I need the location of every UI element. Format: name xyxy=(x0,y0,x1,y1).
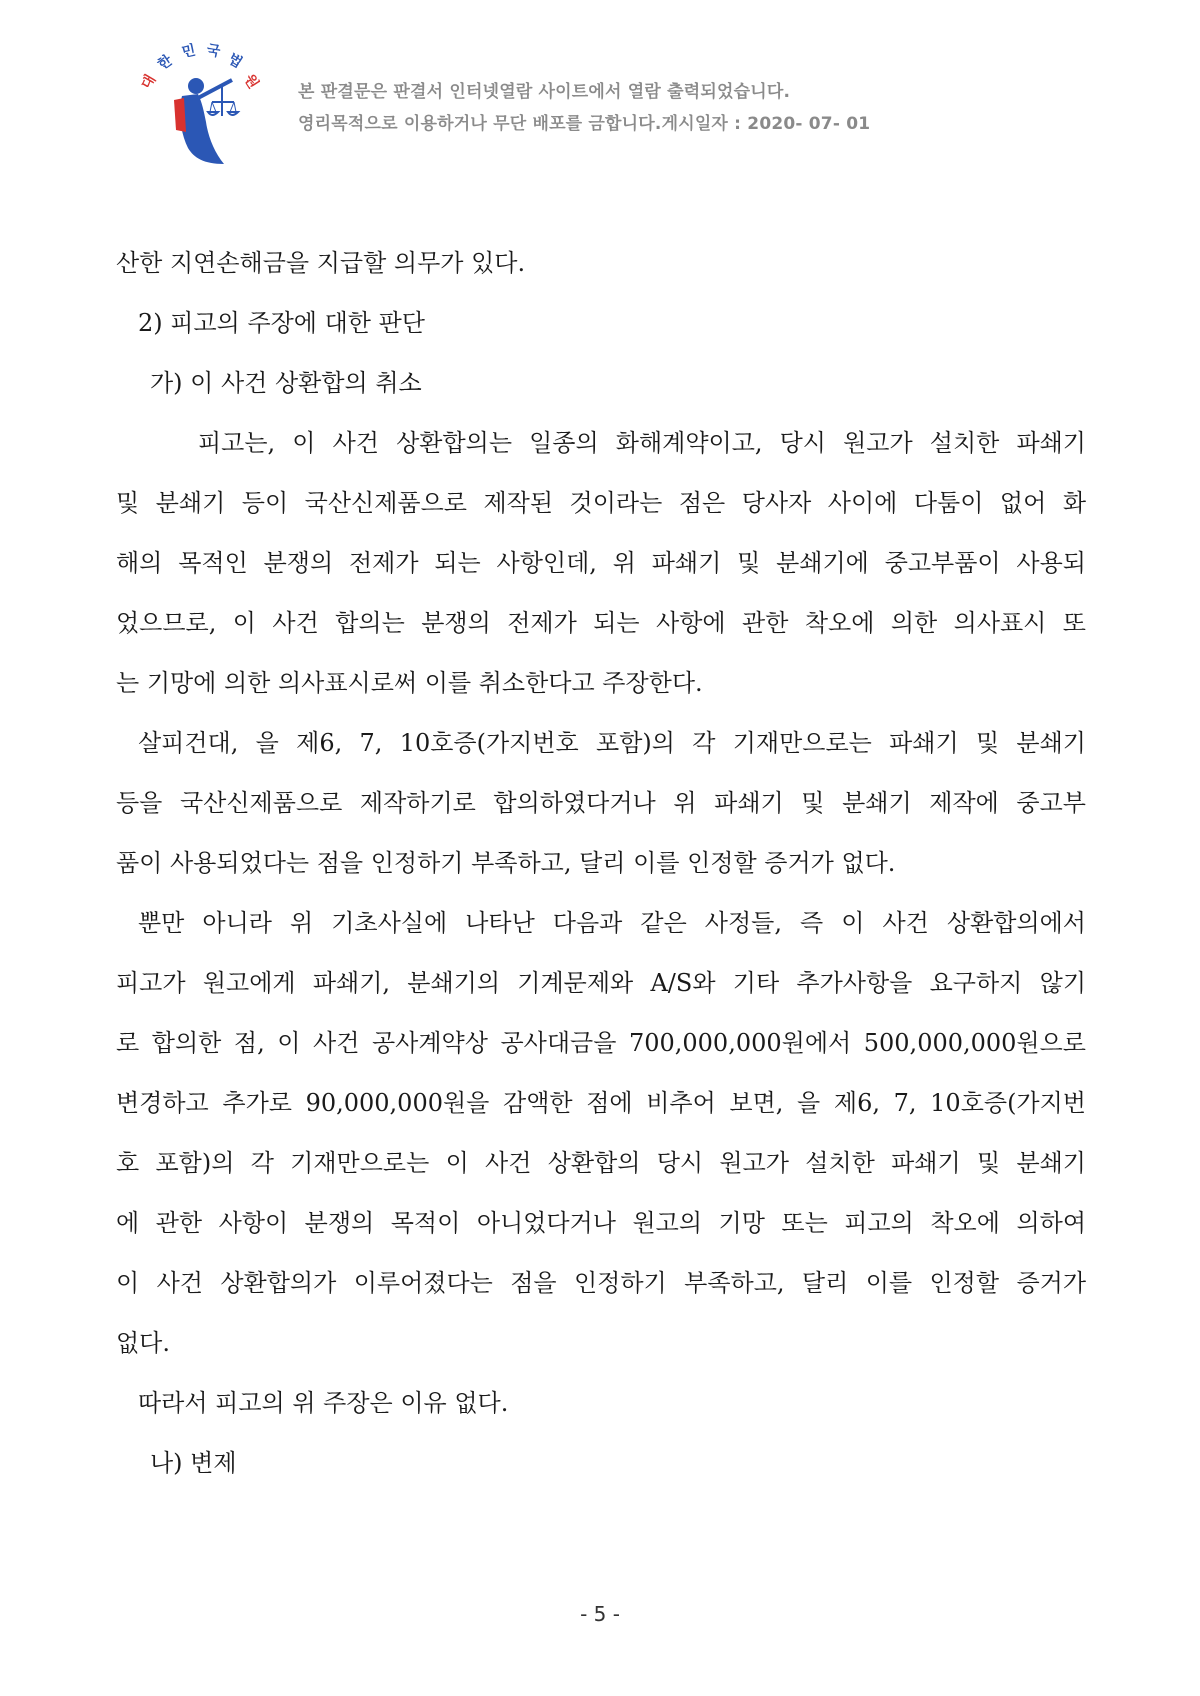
body-line: 이 사건 상환합의가 이루어졌다는 점을 인정하기 부족하고, 달리 이를 인정할 증거가 xyxy=(116,1269,1086,1297)
body-line: 따라서 피고의 위 주장은 이유 없다. xyxy=(138,1389,509,1417)
svg-text:국: 국 xyxy=(205,42,222,61)
court-seal-logo xyxy=(140,40,270,170)
subsection-heading: 가) 이 사건 상환합의 취소 xyxy=(150,369,422,397)
body-line: 었으므로, 이 사건 합의는 분쟁의 전제가 되는 사항에 관한 착오에 의한 의사표시 또 xyxy=(116,609,1086,637)
svg-text:대: 대 xyxy=(140,72,160,92)
svg-text:민: 민 xyxy=(180,42,198,61)
body-line: 및 분쇄기 등이 국산신제품으로 제작된 것이라는 점은 당사자 사이에 다툼이 없어 화 xyxy=(116,489,1086,517)
section-heading: 2) 피고의 주장에 대한 판단 xyxy=(138,309,425,337)
body-line: 등을 국산신제품으로 제작하기로 합의하였다거나 위 파쇄기 및 분쇄기 제작에 중고부 xyxy=(116,789,1086,817)
body-line: 피고가 원고에게 파쇄기, 분쇄기의 기계문제와 A/S와 기타 추가사항을 요구하지 않기 xyxy=(116,969,1086,997)
body-line: 에 관한 사항이 분쟁의 목적이 아니었다거나 원고의 기망 또는 피고의 착오에 의하여 xyxy=(116,1209,1086,1237)
svg-text:법: 법 xyxy=(224,50,245,72)
page-header xyxy=(140,40,1100,170)
notice-line-2: 영리목적으로 이용하거나 무단 배포를 금합니다.게시일자 : 2020- 07- 01 xyxy=(298,114,871,134)
body-line: 피고는, 이 사건 상환합의는 일종의 화해계약이고, 당시 원고가 설치한 파쇄기 xyxy=(198,429,1086,457)
body-line: 품이 사용되었다는 점을 인정하기 부족하고, 달리 이를 인정할 증거가 없다. xyxy=(116,849,896,877)
body-line: 는 기망에 의한 의사표시로써 이를 취소한다고 주장한다. xyxy=(116,669,703,697)
page-number: - 5 - xyxy=(580,1602,620,1626)
body-line: 해의 목적인 분쟁의 전제가 되는 사항인데, 위 파쇄기 및 분쇄기에 중고부품이 사용되 xyxy=(116,549,1086,577)
body-line: 뿐만 아니라 위 기초사실에 나타난 다음과 같은 사정들, 즉 이 사건 상환합의에서 xyxy=(138,909,1086,937)
court-seal-icon xyxy=(140,40,270,170)
subsection-heading: 나) 변제 xyxy=(150,1449,237,1477)
judgment-body xyxy=(116,243,1086,1503)
svg-text:원: 원 xyxy=(240,71,262,92)
download-notice xyxy=(298,76,870,140)
body-line: 변경하고 추가로 90,000,000원을 감액한 점에 비추어 보면, 을 제6, 7, 10호증(가지번 xyxy=(116,1089,1086,1117)
body-line: 살피건대, 을 제6, 7, 10호증(가지번호 포함)의 각 기재만으로는 파쇄기 및 분쇄기 xyxy=(138,729,1086,757)
body-line: 호 포함)의 각 기재만으로는 이 사건 상환합의 당시 원고가 설치한 파쇄기 및 분쇄기 xyxy=(116,1149,1086,1177)
svg-text:한: 한 xyxy=(155,52,176,74)
notice-line-1: 본 판결문은 판결서 인터넷열람 사이트에서 열람 출력되었습니다. xyxy=(298,82,791,102)
body-line: 산한 지연손해금을 지급할 의무가 있다. xyxy=(116,249,526,277)
body-line: 로 합의한 점, 이 사건 공사계약상 공사대금을 700,000,000원에서 500,000,000원으로 xyxy=(116,1029,1086,1057)
body-line: 없다. xyxy=(116,1329,170,1357)
